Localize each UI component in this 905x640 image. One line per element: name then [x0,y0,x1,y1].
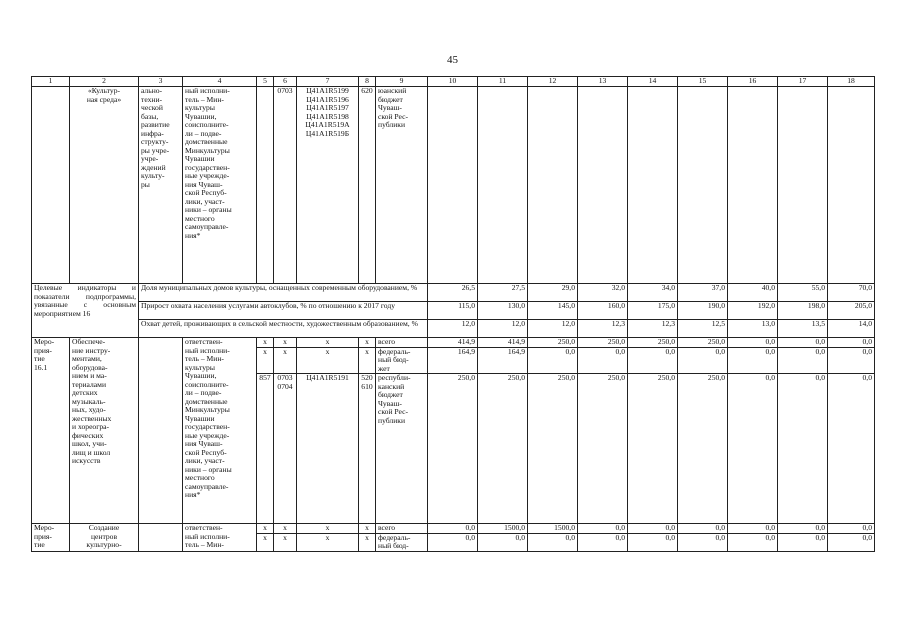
value-cell: 250,0 [428,374,478,524]
funding-source-cell: всего [376,338,428,348]
measure-number-cell: Меро- прия- тие [32,524,70,552]
value-cell: 250,0 [578,338,628,348]
value-cell: 14,0 [828,320,875,338]
table-cell [628,87,678,284]
value-cell: 0,0 [628,347,678,374]
table-cell: x [359,347,376,374]
value-cell: 0,0 [828,533,875,551]
table-cell: x [359,533,376,551]
value-cell: 250,0 [578,374,628,524]
value-cell: 115,0 [428,302,478,320]
table-cell [478,87,528,284]
value-cell: 0,0 [578,347,628,374]
value-cell: 164,9 [478,347,528,374]
table-cell [528,87,578,284]
value-cell: 13,5 [778,320,828,338]
indicator-text: Охват детей, проживающих в сельской местности, художественным образованием, % [139,320,428,338]
header-row [32,77,875,87]
value-cell: 0,0 [578,524,628,534]
funding-source-cell: федераль- ный бюд- жет [376,347,428,374]
value-cell: 12,0 [528,320,578,338]
value-cell: 0,0 [678,533,728,551]
budget-table [31,76,875,552]
value-cell: 0,0 [728,533,778,551]
header-cell: 12 [528,77,578,87]
header-cell: 17 [778,77,828,87]
table-row [32,524,875,534]
value-cell: 12,3 [578,320,628,338]
value-cell: 0,0 [778,524,828,534]
value-cell: 175,0 [628,302,678,320]
value-cell: 1500,0 [478,524,528,534]
value-cell: 160,0 [578,302,628,320]
table-row [32,87,875,284]
value-cell: 0,0 [428,524,478,534]
funding-source-cell: федераль- ный бюд- [376,533,428,551]
value-cell: 40,0 [728,284,778,302]
header-cell: 14 [628,77,678,87]
funding-source-cell: республи- канский бюджет Чуваш- ской Рес- публики [376,374,428,524]
measure-number-cell: Меро- прия- тие 16.1 [32,338,70,524]
header-cell: 2 [70,77,139,87]
table-cell [778,87,828,284]
value-cell: 0,0 [828,347,875,374]
executor-cell: ный исполни- тель – Мин- культуры Чувашии, соисполните- ли – подве- домственные Минкультуры Чувашии государствен- ные учрежде- ния Чуваш- ской Респуб- лики, участ- ники – органы местного самоуправле- ния* [183,87,257,284]
table-cell [257,87,274,284]
header-cell: 15 [678,77,728,87]
table-cell: x [257,524,274,534]
value-cell: 12,5 [678,320,728,338]
table-cell: x [359,338,376,348]
value-cell: 37,0 [678,284,728,302]
header-cell: 11 [478,77,528,87]
table-cell: x [274,347,297,374]
value-cell: 0,0 [678,347,728,374]
measure-name-cell: Создание центров культурно- [70,524,139,552]
table-cell [139,524,183,552]
value-cell: 0,0 [528,533,578,551]
indicators-label: Целевые индикаторы и показатели подпрограммы, увязанные с основным мероприятием 16 [32,284,139,338]
value-cell: 0,0 [578,533,628,551]
table-cell [428,87,478,284]
header-cell: 7 [297,77,359,87]
value-cell: 0,0 [778,338,828,348]
header-cell: 18 [828,77,875,87]
value-cell: 198,0 [778,302,828,320]
value-cell: 414,9 [428,338,478,348]
value-cell: 0,0 [478,533,528,551]
value-cell: 32,0 [578,284,628,302]
header-cell: 6 [274,77,297,87]
value-cell: 0,0 [828,338,875,348]
value-cell: 190,0 [678,302,728,320]
header-cell: 16 [728,77,778,87]
value-cell: 250,0 [678,374,728,524]
header-cell: 1 [32,77,70,87]
goal-cell: ально- техни- ческой базы, развитие инфра- структу- ры учре- учре- ждений культу- ры [139,87,183,284]
value-cell: 13,0 [728,320,778,338]
value-cell: 0,0 [778,533,828,551]
value-cell: 26,5 [428,284,478,302]
indicator-row [32,320,875,338]
table-cell: x [257,533,274,551]
value-cell: 250,0 [528,338,578,348]
value-cell: 0,0 [828,524,875,534]
table-cell: x [274,338,297,348]
value-cell: 0,0 [628,524,678,534]
indicator-row [32,284,875,302]
header-cell: 3 [139,77,183,87]
value-cell: 0,0 [778,374,828,524]
table-row [32,338,875,348]
funding-source-cell: всего [376,524,428,534]
table-cell: x [297,347,359,374]
value-cell: 0,0 [778,347,828,374]
value-cell: 250,0 [628,374,678,524]
page-number: 45 [447,54,458,66]
header-cell: 5 [257,77,274,87]
value-cell: 0,0 [678,524,728,534]
table-cell: x [297,338,359,348]
header-cell: 9 [376,77,428,87]
indicator-row [32,302,875,320]
value-cell: 34,0 [628,284,678,302]
section-code-cell: 0703 [274,87,297,284]
value-cell: 250,0 [678,338,728,348]
value-cell: 250,0 [528,374,578,524]
table-cell: x [274,533,297,551]
value-cell: 250,0 [478,374,528,524]
value-cell: 0,0 [628,533,678,551]
table-cell: x [359,524,376,534]
indicator-text: Прирост охвата населения услугами автоклубов, % по отношению к 2017 году [139,302,428,320]
value-cell: 27,5 [478,284,528,302]
value-cell: 0,0 [728,374,778,524]
value-cell: 0,0 [428,533,478,551]
header-cell: 10 [428,77,478,87]
value-cell: 0,0 [728,347,778,374]
table-cell: x [257,347,274,374]
header-cell: 13 [578,77,628,87]
section-code-cell: 0703 0704 [274,374,297,524]
value-cell: 29,0 [528,284,578,302]
value-cell: 145,0 [528,302,578,320]
value-cell: 12,0 [478,320,528,338]
table-cell [678,87,728,284]
value-cell: 250,0 [628,338,678,348]
value-cell: 12,0 [428,320,478,338]
executor-cell: ответствен- ный исполни- тель – Мин- [183,524,257,552]
table-cell [139,338,183,524]
value-cell: 414,9 [478,338,528,348]
value-cell: 130,0 [478,302,528,320]
executor-cell: ответствен- ный исполни- тель – Мин- культуры Чувашии, соисполните- ли – подве- домственные Минкультуры Чувашии государствен- ные учрежде- ния Чуваш- ской Респуб- лики, участ- ники – органы местного самоуправле- ния* [183,338,257,524]
value-cell: 70,0 [828,284,875,302]
indicator-text: Доля муниципальных домов культуры, оснащенных современным оборудованием, % [139,284,428,302]
target-article-cell: Ц41A1R5191 [297,374,359,524]
table-cell: 857 [257,374,274,524]
value-cell: 0,0 [728,338,778,348]
value-cell: 0,0 [828,374,875,524]
target-article-cell: Ц41A1R5199 Ц41A1R5196 Ц41A1R5197 Ц41A1R5198 Ц41A1R519A Ц41A1R519Б [297,87,359,284]
value-cell: 12,3 [628,320,678,338]
table-cell [728,87,778,284]
value-cell: 0,0 [528,347,578,374]
value-cell: 55,0 [778,284,828,302]
value-cell: 0,0 [728,524,778,534]
table-cell [828,87,875,284]
table-cell: x [297,524,359,534]
value-cell: 192,0 [728,302,778,320]
funding-source-cell: юанский бюджет Чуваш- ской Рес- публики [376,87,428,284]
table-cell [578,87,628,284]
header-cell: 4 [183,77,257,87]
measure-name-cell: «Культур- ная среда» [70,87,139,284]
value-cell: 205,0 [828,302,875,320]
table-cell: x [297,533,359,551]
table-cell: x [257,338,274,348]
header-cell: 8 [359,77,376,87]
measure-name-cell: Обеспече- ние инстру- ментами, оборудова- нием и ма- териалами детских музыкаль- ных, худо- жественных и хореогра- фических школ, учи- лищ и школ искусств [70,338,139,524]
expense-type-cell: 520 610 [359,374,376,524]
table-cell [32,87,70,284]
expense-type-cell: 620 [359,87,376,284]
table-cell: x [274,524,297,534]
value-cell: 1500,0 [528,524,578,534]
value-cell: 164,9 [428,347,478,374]
